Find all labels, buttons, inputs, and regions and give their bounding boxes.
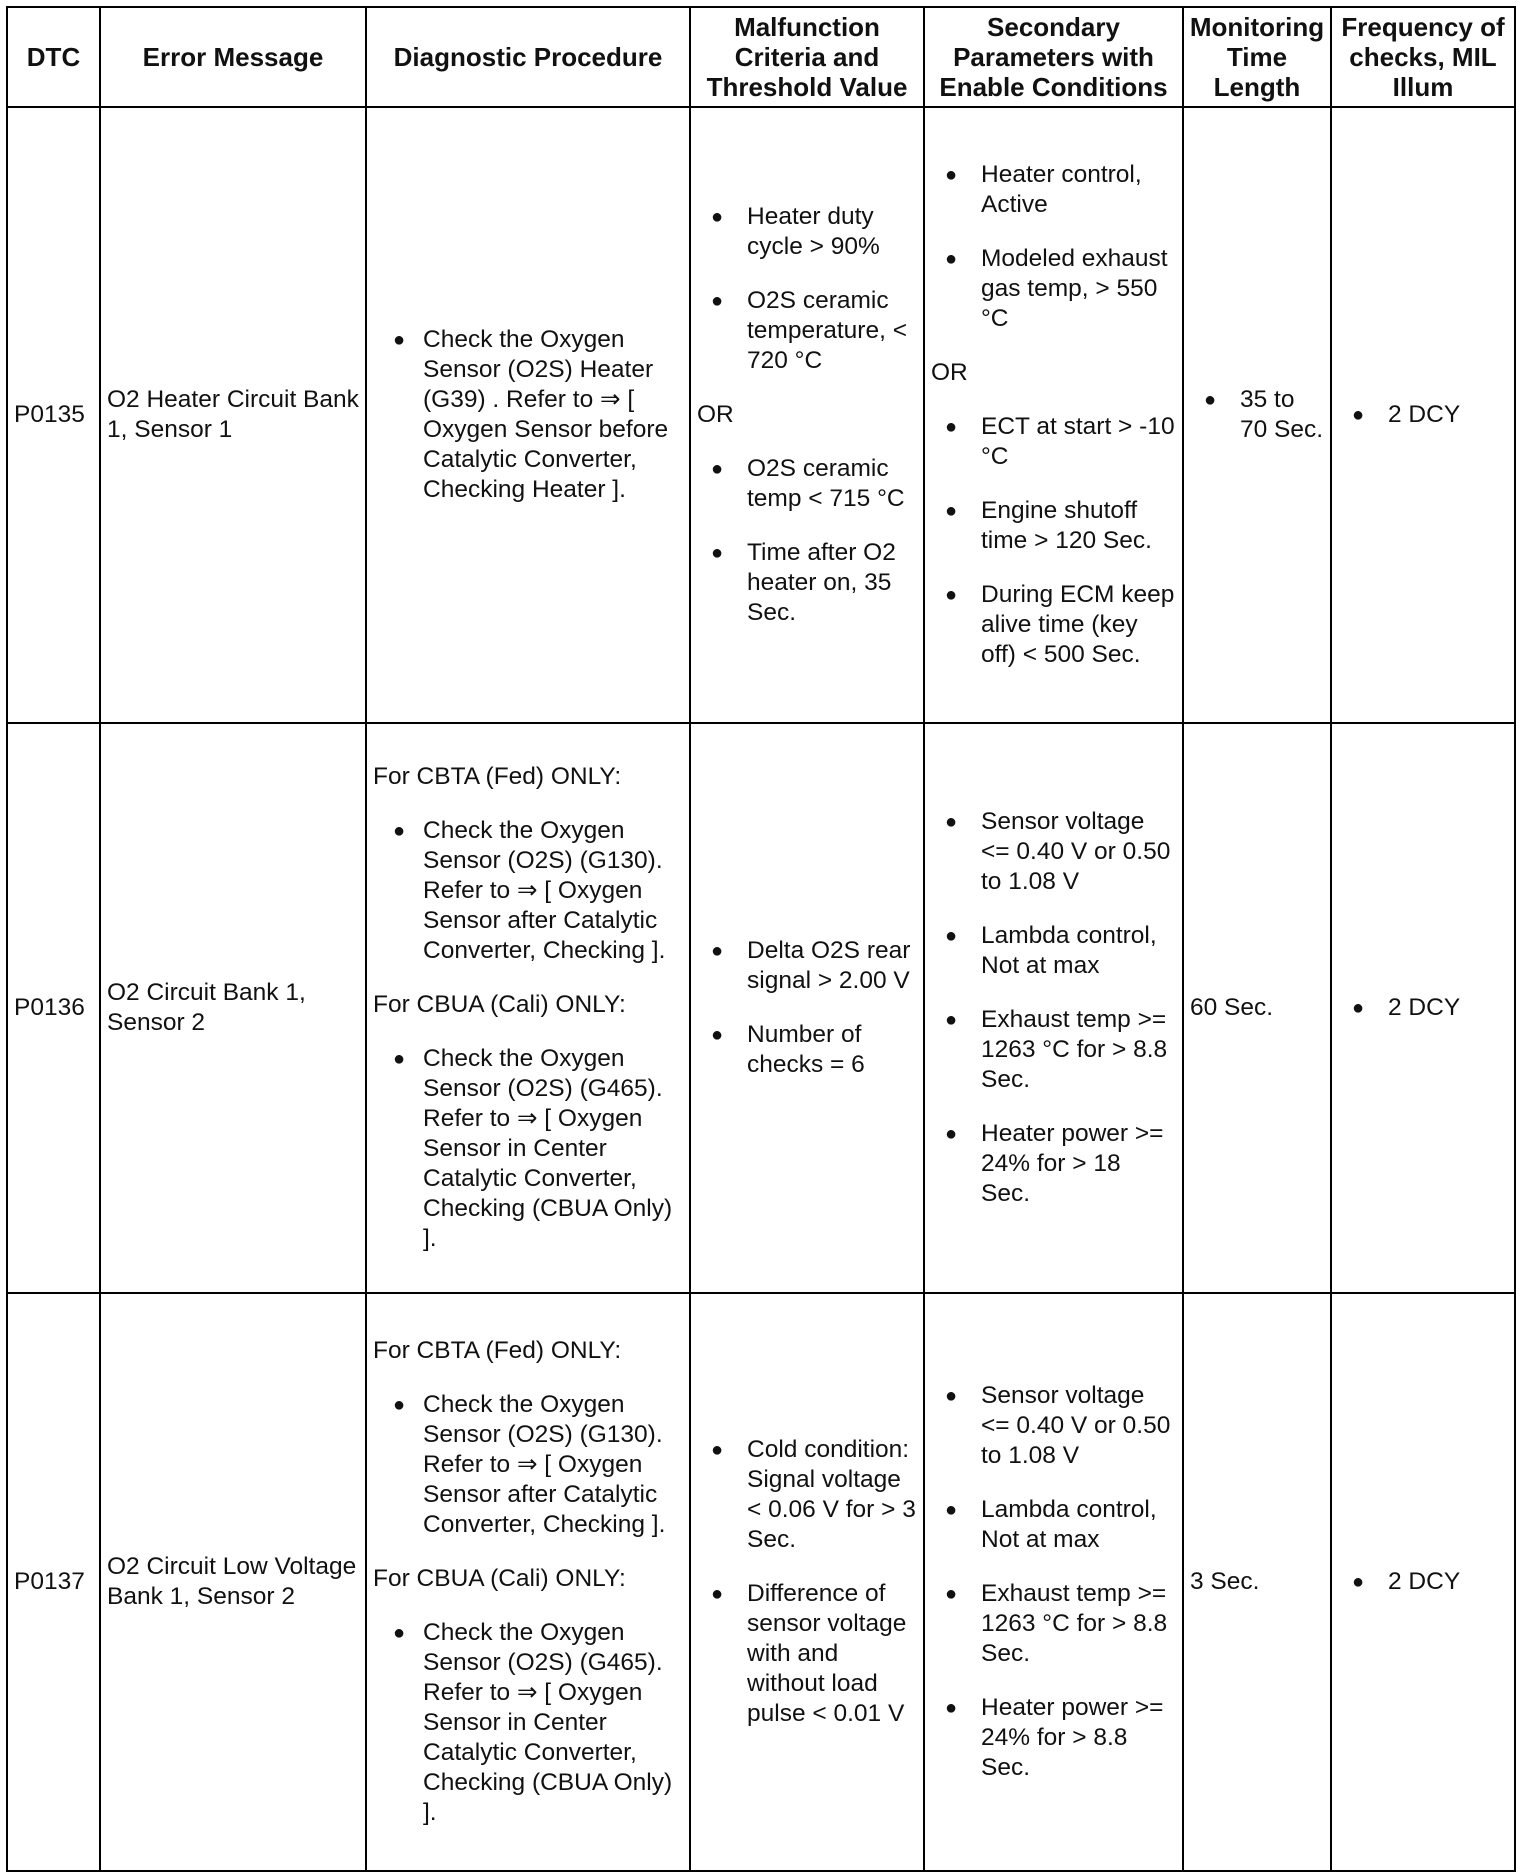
frequency: [1331, 723, 1515, 1293]
table-row: [7, 107, 1515, 723]
monitoring-time: 3 Sec.: [1183, 1293, 1331, 1871]
table-row: [7, 1293, 1515, 1871]
or-label: OR: [931, 359, 968, 386]
criteria-item: ● O2S ceramic temperature, < 720 °C: [697, 286, 917, 376]
criteria-item: ● Difference of sensor voltage with and without load pulse < 0.01 V: [697, 1579, 917, 1729]
secondary-item: ● Lambda control, Not at max: [931, 1495, 1176, 1555]
secondary-item: ● Heater power >= 24% for > 18 Sec.: [931, 1119, 1176, 1209]
monitoring-time: 60 Sec.: [1183, 723, 1331, 1293]
diag-group-label: For CBUA (Cali) ONLY:: [373, 991, 626, 1018]
diag-group: [373, 762, 683, 966]
diag-group: [373, 1336, 683, 1540]
secondary-item: ● ECT at start > -10 °C: [931, 412, 1176, 472]
diag-item: ● Check the Oxygen Sensor (O2S) (G130). Refer to ⇒ [ Oxygen Sensor after Catalytic Converter, Checking ].: [373, 1390, 683, 1540]
secondary-item: ● Exhaust temp >= 1263 °C for > 8.8 Sec.: [931, 1579, 1176, 1669]
diag-group-label: For CBUA (Cali) ONLY:: [373, 1565, 626, 1592]
frequency-item: ● 2 DCY: [1338, 993, 1508, 1023]
secondary-item: ● Lambda control, Not at max: [931, 921, 1176, 981]
frequency: [1331, 1293, 1515, 1871]
secondary-item: ● Sensor voltage <= 0.40 V or 0.50 to 1.08 V: [931, 1381, 1176, 1471]
diag-item: ● Check the Oxygen Sensor (O2S) Heater (G39) . Refer to ⇒ [ Oxygen Sensor before Catalytic Converter, Checking Heater ].: [373, 325, 683, 505]
diagnostic-procedure: [366, 723, 690, 1293]
table-row: [7, 723, 1515, 1293]
error-message: O2 Circuit Low Voltage Bank 1, Sensor 2: [100, 1293, 366, 1871]
dtc-table: [6, 6, 1516, 1872]
diagnostic-procedure: [366, 107, 690, 723]
diag-group-label: For CBTA (Fed) ONLY:: [373, 1337, 622, 1364]
diag-group: [373, 990, 683, 1254]
malfunction-criteria: [690, 107, 924, 723]
diag-item: ● Check the Oxygen Sensor (O2S) (G130). Refer to ⇒ [ Oxygen Sensor after Catalytic Converter, Checking ].: [373, 816, 683, 966]
diag-group-label: For CBTA (Fed) ONLY:: [373, 763, 622, 790]
secondary-item: ● Engine shutoff time > 120 Sec.: [931, 496, 1176, 556]
secondary-item: ● Exhaust temp >= 1263 °C for > 8.8 Sec.: [931, 1005, 1176, 1095]
header-secondary-parameters: Secondary Parameters with Enable Conditions: [924, 7, 1183, 107]
dtc-code: P0136: [7, 723, 100, 1293]
or-label: OR: [697, 401, 734, 428]
frequency: [1331, 107, 1515, 723]
error-message: O2 Heater Circuit Bank 1, Sensor 1: [100, 107, 366, 723]
header-dtc: DTC: [7, 7, 100, 107]
criteria-item: ● O2S ceramic temp < 715 °C: [697, 454, 917, 514]
header-frequency: Frequency of checks, MIL Illum: [1331, 7, 1515, 107]
dtc-code: P0135: [7, 107, 100, 723]
criteria-item: ● Number of checks = 6: [697, 1020, 917, 1080]
dtc-code: P0137: [7, 1293, 100, 1871]
criteria-item: ● Heater duty cycle > 90%: [697, 202, 917, 262]
secondary-parameters: [924, 723, 1183, 1293]
monitoring-item: ● 35 to 70 Sec.: [1190, 385, 1324, 445]
secondary-item: ● Modeled exhaust gas temp, > 550 °C: [931, 244, 1176, 334]
malfunction-criteria: [690, 723, 924, 1293]
diag-group: [373, 1564, 683, 1828]
diag-item: ● Check the Oxygen Sensor (O2S) (G465). Refer to ⇒ [ Oxygen Sensor in Center Catalytic Converter, Checking (CBUA Only) ].: [373, 1618, 683, 1828]
secondary-parameters: [924, 1293, 1183, 1871]
diagnostic-procedure: [366, 1293, 690, 1871]
secondary-item: ● During ECM keep alive time (key off) < 500 Sec.: [931, 580, 1176, 670]
frequency-item: ● 2 DCY: [1338, 400, 1508, 430]
error-message: O2 Circuit Bank 1, Sensor 2: [100, 723, 366, 1293]
criteria-item: ● Delta O2S rear signal > 2.00 V: [697, 936, 917, 996]
secondary-item: ● Sensor voltage <= 0.40 V or 0.50 to 1.08 V: [931, 807, 1176, 897]
header-monitoring-time: Monitoring Time Length: [1183, 7, 1331, 107]
secondary-parameters: [924, 107, 1183, 723]
header-malfunction-criteria: Malfunction Criteria and Threshold Value: [690, 7, 924, 107]
monitoring-time: [1183, 107, 1331, 723]
criteria-item: ● Time after O2 heater on, 35 Sec.: [697, 538, 917, 628]
frequency-item: ● 2 DCY: [1338, 1567, 1508, 1597]
secondary-item: ● Heater control, Active: [931, 160, 1176, 220]
secondary-item: ● Heater power >= 24% for > 8.8 Sec.: [931, 1693, 1176, 1783]
header-error-message: Error Message: [100, 7, 366, 107]
header-row: [7, 7, 1515, 107]
diag-item: ● Check the Oxygen Sensor (O2S) (G465). Refer to ⇒ [ Oxygen Sensor in Center Catalytic Converter, Checking (CBUA Only) ].: [373, 1044, 683, 1254]
header-diagnostic-procedure: Diagnostic Procedure: [366, 7, 690, 107]
criteria-item: ● Cold condition: Signal voltage < 0.06 V for > 3 Sec.: [697, 1435, 917, 1555]
malfunction-criteria: [690, 1293, 924, 1871]
